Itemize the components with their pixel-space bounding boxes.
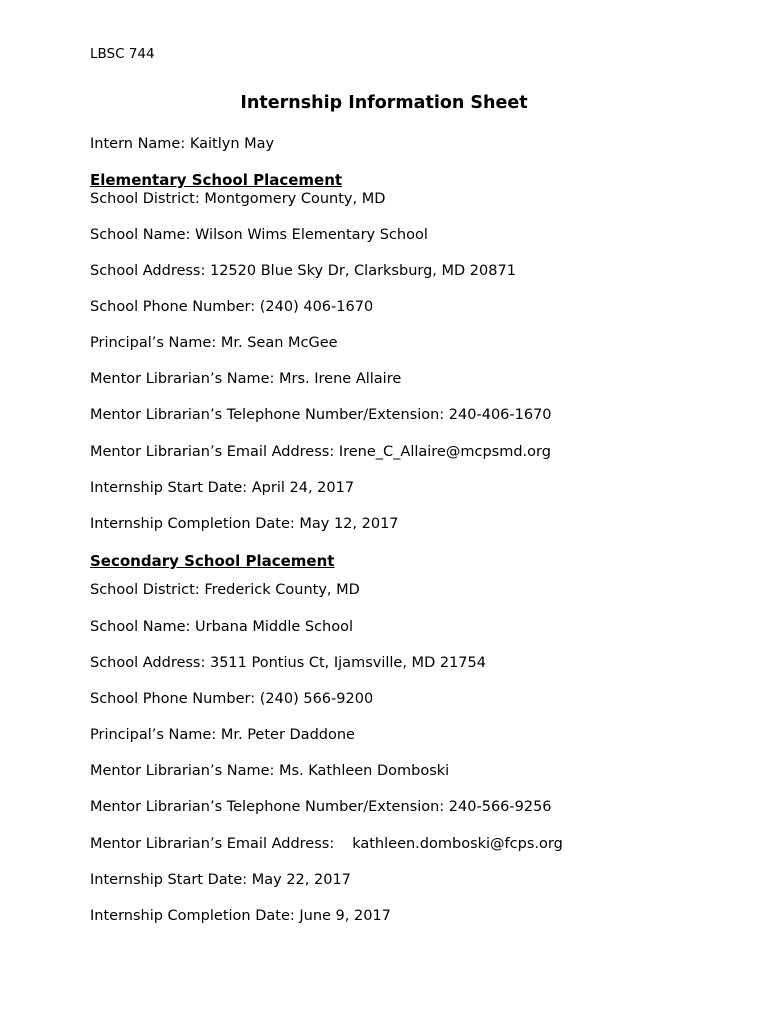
elementary-phone: School Phone Number: (240) 406-1670	[90, 299, 374, 315]
secondary-principal: Principal’s Name: Mr. Peter Daddone	[90, 727, 355, 743]
course-code: LBSC 744	[90, 46, 155, 62]
document-title: Internship Information Sheet	[240, 93, 528, 113]
secondary-heading: Secondary School Placement	[90, 552, 335, 570]
secondary-address: School Address: 3511 Pontius Ct, Ijamsville, MD 21754	[90, 655, 486, 671]
intern-name: Intern Name: Kaitlyn May	[90, 136, 275, 152]
elementary-principal: Principal’s Name: Mr. Sean McGee	[90, 335, 338, 351]
secondary-start-date: Internship Start Date: May 22, 2017	[90, 872, 351, 888]
secondary-phone: School Phone Number: (240) 566-9200	[90, 691, 374, 707]
elementary-mentor-phone: Mentor Librarian’s Telephone Number/Extension: 240-406-1670	[90, 407, 552, 423]
secondary-mentor-email: kathleen.domboski@fcps.org	[352, 836, 563, 852]
elementary-heading: Elementary School Placement	[90, 171, 343, 189]
elementary-district: School District: Montgomery County, MD	[90, 191, 386, 207]
secondary-mentor-email-label: Mentor Librarian’s Email Address:	[90, 836, 335, 852]
elementary-mentor-email: Mentor Librarian’s Email Address: Irene_C_Allaire@mcpsmd.org	[90, 444, 551, 460]
secondary-mentor-email-row	[90, 834, 563, 854]
secondary-district: School District: Frederick County, MD	[90, 582, 360, 598]
elementary-completion-date: Internship Completion Date: May 12, 2017	[90, 516, 399, 532]
elementary-school-name: School Name: Wilson Wims Elementary School	[90, 227, 428, 243]
elementary-start-date: Internship Start Date: April 24, 2017	[90, 480, 355, 496]
secondary-mentor-phone: Mentor Librarian’s Telephone Number/Extension: 240-566-9256	[90, 799, 552, 815]
elementary-address: School Address: 12520 Blue Sky Dr, Clarksburg, MD 20871	[90, 263, 516, 279]
secondary-completion-date: Internship Completion Date: June 9, 2017	[90, 908, 391, 924]
elementary-mentor-name: Mentor Librarian’s Name: Mrs. Irene Allaire	[90, 371, 402, 387]
secondary-mentor-name: Mentor Librarian’s Name: Ms. Kathleen Domboski	[90, 763, 450, 779]
secondary-school-name: School Name: Urbana Middle School	[90, 619, 354, 635]
